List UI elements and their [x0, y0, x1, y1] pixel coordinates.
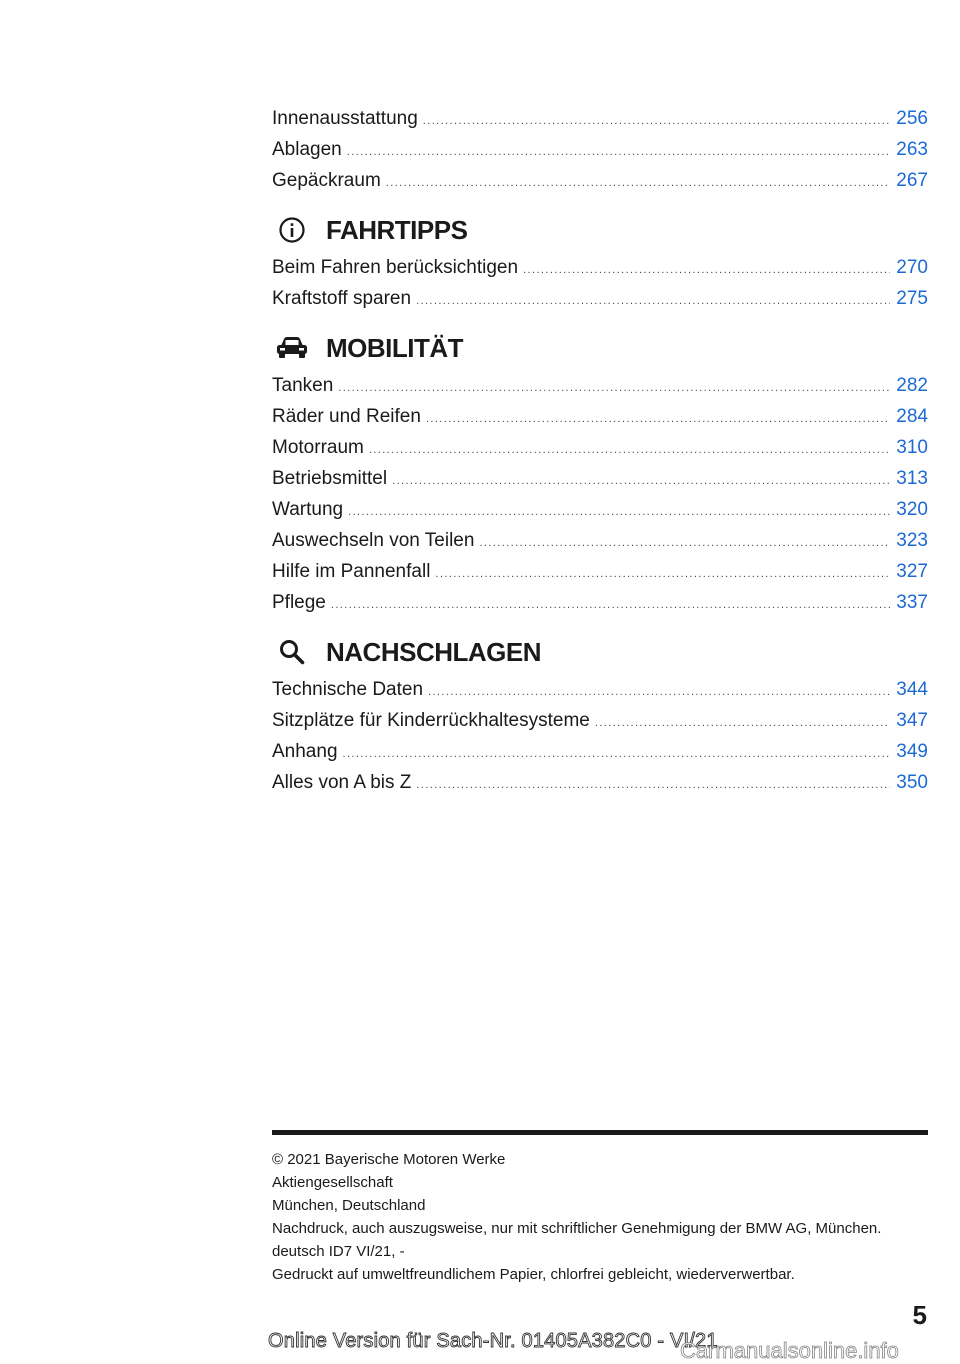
section-title: NACHSCHLAGEN: [326, 636, 541, 667]
toc-entry-label: Technische Daten: [272, 679, 424, 700]
imprint-footer: [272, 1148, 928, 1286]
table-of-contents: [272, 103, 928, 798]
toc-entry-label: Pflege: [272, 592, 326, 613]
toc-page-link[interactable]: 344: [896, 679, 928, 700]
toc-entry-label: Wartung: [272, 499, 344, 520]
imprint-line: © 2021 Bayerische Motoren Werke: [272, 1151, 506, 1168]
toc-entry-hilfe-im-pannenfall[interactable]: [272, 556, 928, 587]
toc-page-link[interactable]: 349: [896, 741, 928, 762]
section-header-mobilitaet: [272, 328, 928, 368]
imprint-line: Nachdruck, auch auszugsweise, nur mit schriftlicher Genehmigung der BMW AG, München.: [272, 1220, 882, 1237]
toc-page-link[interactable]: 320: [896, 499, 928, 520]
toc-page-link[interactable]: 263: [896, 139, 928, 160]
toc-entry-label: Sitzplätze für Kinderrückhaltesysteme: [272, 710, 590, 731]
toc-entry-raeder-und-reifen[interactable]: [272, 401, 928, 432]
info-icon: [272, 210, 312, 250]
toc-page-link[interactable]: 310: [896, 437, 928, 458]
toc-entry-auswechseln-von-teilen[interactable]: [272, 525, 928, 556]
dot-leader: [369, 435, 890, 466]
toc-page-link[interactable]: 275: [896, 288, 928, 309]
dot-leader: [416, 770, 890, 801]
imprint-line: Aktiengesellschaft: [272, 1174, 393, 1191]
toc-entry-motorraum[interactable]: [272, 432, 928, 463]
toc-entry-label: Motorraum: [272, 437, 364, 458]
dot-leader: [479, 528, 890, 559]
toc-page-link[interactable]: 327: [896, 561, 928, 582]
dot-leader: [416, 286, 890, 317]
toc-entry-sitzplaetze[interactable]: [272, 705, 928, 736]
toc-entry-label: Kraftstoff sparen: [272, 288, 412, 309]
toc-page-link[interactable]: 282: [896, 375, 928, 396]
toc-entry-ablagen[interactable]: [272, 134, 928, 165]
dot-leader: [331, 590, 890, 621]
toc-entry-label: Ablagen: [272, 139, 342, 160]
toc-entry-label: Tanken: [272, 375, 334, 396]
toc-entry-label: Hilfe im Pannenfall: [272, 561, 431, 582]
section-title: MOBILITÄT: [326, 332, 464, 363]
section-header-nachschlagen: [272, 632, 928, 672]
page-number: 5: [912, 1300, 927, 1330]
toc-entry-label: Innenausstattung: [272, 108, 418, 129]
toc-entry-gepaeckraum[interactable]: [272, 165, 928, 196]
car-icon: [272, 328, 312, 368]
toc-page-link[interactable]: 270: [896, 257, 928, 278]
dot-leader: [595, 708, 890, 739]
online-version-watermark: Online Version für Sach-Nr. 01405A382C0 - VI/21: [268, 1330, 718, 1352]
imprint-line: Gedruckt auf umweltfreundlichem Papier, chlorfrei gebleicht, wiederverwertbar.: [272, 1266, 795, 1283]
toc-page-link[interactable]: 256: [896, 108, 928, 129]
dot-leader: [435, 559, 890, 590]
toc-entry-label: Beim Fahren berücksichtigen: [272, 257, 519, 278]
dot-leader: [523, 255, 890, 286]
site-watermark: Carmanualsonline.info: [680, 1338, 899, 1363]
toc-entry-label: Alles von A bis Z: [272, 772, 412, 793]
footer-divider: [272, 1130, 928, 1135]
toc-entry-innenausstattung[interactable]: [272, 103, 928, 134]
toc-page-link[interactable]: 337: [896, 592, 928, 613]
dot-leader: [348, 497, 890, 528]
toc-entry-technische-daten[interactable]: [272, 674, 928, 705]
toc-entry-label: Auswechseln von Teilen: [272, 530, 475, 551]
toc-entry-beim-fahren[interactable]: [272, 252, 928, 283]
toc-page-link[interactable]: 284: [896, 406, 928, 427]
dot-leader: [423, 106, 891, 137]
toc-entry-alles-von-a-bis-z[interactable]: [272, 767, 928, 798]
dot-leader: [386, 168, 891, 199]
toc-entry-tanken[interactable]: [272, 370, 928, 401]
toc-page-link[interactable]: 313: [896, 468, 928, 489]
imprint-line: deutsch ID7 VI/21, -: [272, 1243, 405, 1260]
toc-page-link[interactable]: 347: [896, 710, 928, 731]
toc-entry-label: Anhang: [272, 741, 338, 762]
dot-leader: [428, 677, 890, 708]
dot-leader: [392, 466, 890, 497]
toc-entry-betriebsmittel[interactable]: [272, 463, 928, 494]
toc-page-link[interactable]: 267: [896, 170, 928, 191]
section-title: FAHRTIPPS: [326, 214, 468, 245]
imprint-line: München, Deutschland: [272, 1197, 426, 1214]
search-icon: [272, 632, 312, 672]
toc-entry-label: Betriebsmittel: [272, 468, 388, 489]
toc-page-link[interactable]: 350: [896, 772, 928, 793]
toc-entry-kraftstoff-sparen[interactable]: [272, 283, 928, 314]
toc-page-link[interactable]: 323: [896, 530, 928, 551]
dot-leader: [347, 137, 891, 168]
toc-entry-label: Gepäckraum: [272, 170, 381, 191]
section-header-fahrtipps: [272, 210, 928, 250]
dot-leader: [343, 739, 891, 770]
toc-entry-wartung[interactable]: [272, 494, 928, 525]
dot-leader: [426, 404, 890, 435]
toc-entry-anhang[interactable]: [272, 736, 928, 767]
toc-entry-pflege[interactable]: [272, 587, 928, 618]
toc-entry-label: Räder und Reifen: [272, 406, 421, 427]
dot-leader: [338, 373, 890, 404]
